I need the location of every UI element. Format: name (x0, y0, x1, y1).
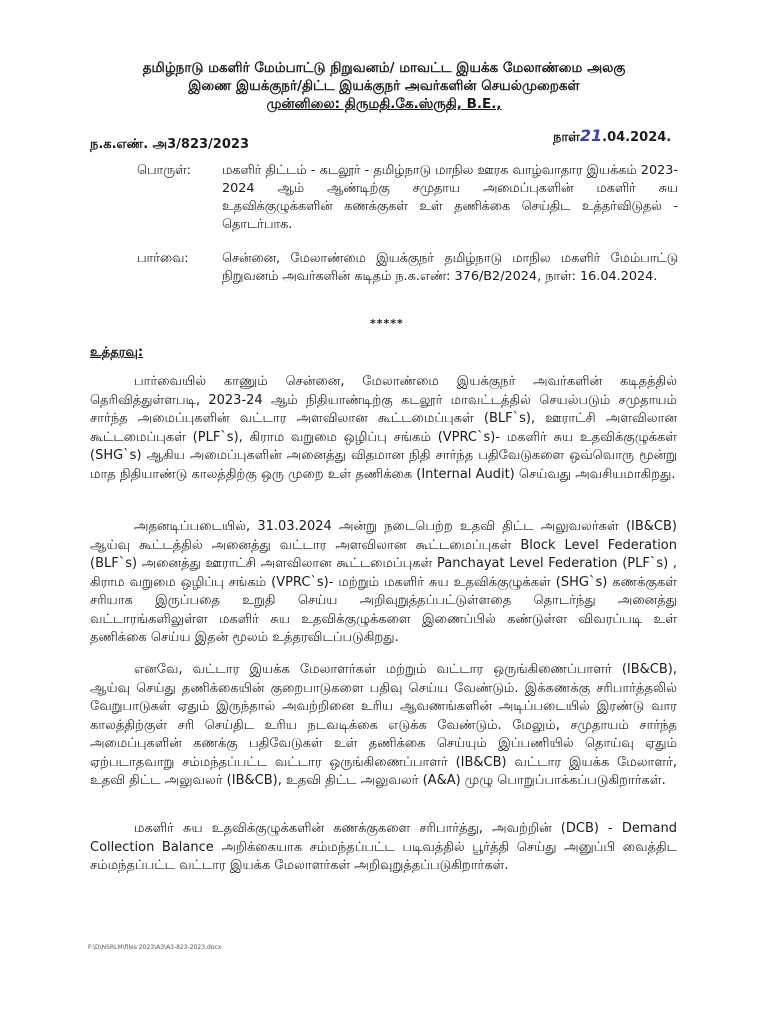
date-rest: .04.2024. (602, 130, 672, 145)
office-header-line: தமிழ்நாடு மகளிர் மேம்பாட்டு நிறுவனம்/ மாவட்ட இயக்க மேலாண்மை அலகு (142, 60, 626, 76)
separator: ***** (370, 317, 404, 330)
paragraph-3: எனவே, வட்டார இயக்க மேலாளர்கள் மற்றும் வட்டார ஒருங்கிணைப்பாளர் (IB&CB), ஆய்வு செய்து தணிக்கையின் குறைபாடுகளை பதிவு செய்ய வேண்டும். இக்கணக்கு சரிபார்த்தலில் வேறுபாடுகள் ஏதும் இருந்தால் அவற்றினை உரிய ஆவணங்களின் அடிப்படையில் இரண்டு வார காலத்திற்குள் சரி செய்திட உரிய நடவடிக்கை எடுக்க வேண்டும். மேலும், சமுதாயம் சார்ந்த அமைப்புகளின் கணக்கு பதிவேடுகள் உள் தணிக்கை செய்யும் இப்பணியில் தொய்வு ஏதும் ஏற்படாதவாறு சம்மந்தப்பட்ட வட்டார ஒருங்கிணைப்பாளர் (IB&CB) வட்டார இயக்க மேலாளர், உதவி திட்ட அலுவலர் (IB&CB), உதவி திட்ட அலுவலர் (A&A) முழு பொறுப்பாக்கப்படுகிறார்கள். (90, 662, 677, 788)
subject-label: பொருள்: (137, 163, 191, 178)
document-date (553, 126, 671, 146)
date-prefix: நாள் (553, 130, 580, 145)
presiding-officer-text: முன்னிலை: திருமதி.கே.ஸ்ருதி, B.E., (266, 96, 502, 112)
reference-letter-text: சென்னை, மேலாண்மை இயக்குநர் தமிழ்நாடு மாநில மகளிர் மேம்பாட்டு நிறுவனம் அவர்களின் கடிதம் ந.க.எண்: 376/B2/2024, நாள்: 16.04.2024. (222, 251, 678, 284)
presiding-officer (0, 96, 768, 114)
order-heading: உத்தரவு: (90, 345, 144, 360)
file-path-footer: F:\D\NSRLM\files 2023\A3\A3-823-2023.docx (88, 944, 222, 951)
paragraph-1: பார்வையில் காணும் சென்னை, மேலாண்மை இயக்குநர் அவர்களின் கடிதத்தில் தெரிவித்துள்ளபடி, 2023-24 ஆம் நிதியாண்டிற்கு கடலூர் மாவட்டத்தில் செயல்படும் சமுதாயம் சார்ந்த அமைப்புகளின் வட்டார அளவிலான கூட்டமைப்புகள் (BLF`s), ஊராட்சி அளவிலான கூட்டமைப்புகள் (PLF`s), கிராம வறுமை ஒழிப்பு சங்கம் (VPRC`s)- மகளிர் சுய உதவிக்குழுக்கள் (SHG`s) ஆகிய அமைப்புகளின் அனைத்து விதமான நிதி சார்ந்த பதிவேடுகளை ஒவ்வொரு மூன்று மாத நிதியாண்டு காலத்திற்கு ஒரு முறை உள் தணிக்கை (Internal Audit) செய்வது அவசியமாகிறது. (90, 374, 677, 482)
handwritten-day: 21 (579, 126, 603, 145)
paragraph-4: மகளிர் சுய உதவிக்குழுக்களின் கணக்குகளை சரிபார்த்து, அவற்றின் (DCB) - Demand Collection Balance அறிக்கையாக சம்மந்தப்பட்ட படிவத்தில் பூர்த்தி செய்து அனுப்பி வைத்திட சம்மந்தப்பட்ட வட்டார இயக்க மேலாளர்கள் அறிவுறுத்தப்படுகிறார்கள். (90, 821, 677, 873)
reference-letter-label: பார்வை: (137, 251, 189, 266)
proceedings-title: இணை இயக்குநர்/திட்ட இயக்குநர் அவர்களின் செயல்முறைகள் (188, 78, 580, 94)
paragraph-2: அதனடிப்படையில், 31.03.2024 அன்று நடைபெற்ற உதவி திட்ட அலுவலர்கள் (IB&CB) ஆய்வு கூட்டத்தில் அனைத்து வட்டார அளவிலான கூட்டமைப்புகள் Block Level Federation (BLF`s) அனைத்து ஊராட்சி அளவிலான கூட்டமைப்புகள் Panchayat Level Federation (PLF`s) , கிராம வறுமை ஒழிப்பு சங்கம் (VPRC`s)- மற்றும் மகளிர் சுய உதவிக்குழுக்கள் (SHG`s) கணக்குகள் சரியாக இருப்பதை உறுதி செய்ய அறிவுறுத்தப்பட்டுள்ளதை தொடர்ந்து அனைத்து வட்டாரங்களிலுள்ள மகளிர் சுய உதவிக்குழுக்களை இணைப்பில் கண்டுள்ள விவரப்படி உள் தணிக்கை செய்ய இதன் மூலம் உத்தரவிடப்படுகிறது. (90, 519, 677, 645)
subject-text: மகளிர் திட்டம் - கடலூர் - தமிழ்நாடு மாநில ஊரக வாழ்வாதார இயக்கம் 2023-2024 ஆம் ஆண்டிற்கு சமுதாய அமைப்புகளின் மகளிர் சுய உதவிக்குழுக்களின் கணக்குகள் உள் தணிக்கை செய்திட உத்தர்விடுதல் - தொடர்பாக. (222, 163, 678, 232)
reference-number: ந.க.எண். அ3/823/2023 (90, 137, 249, 152)
